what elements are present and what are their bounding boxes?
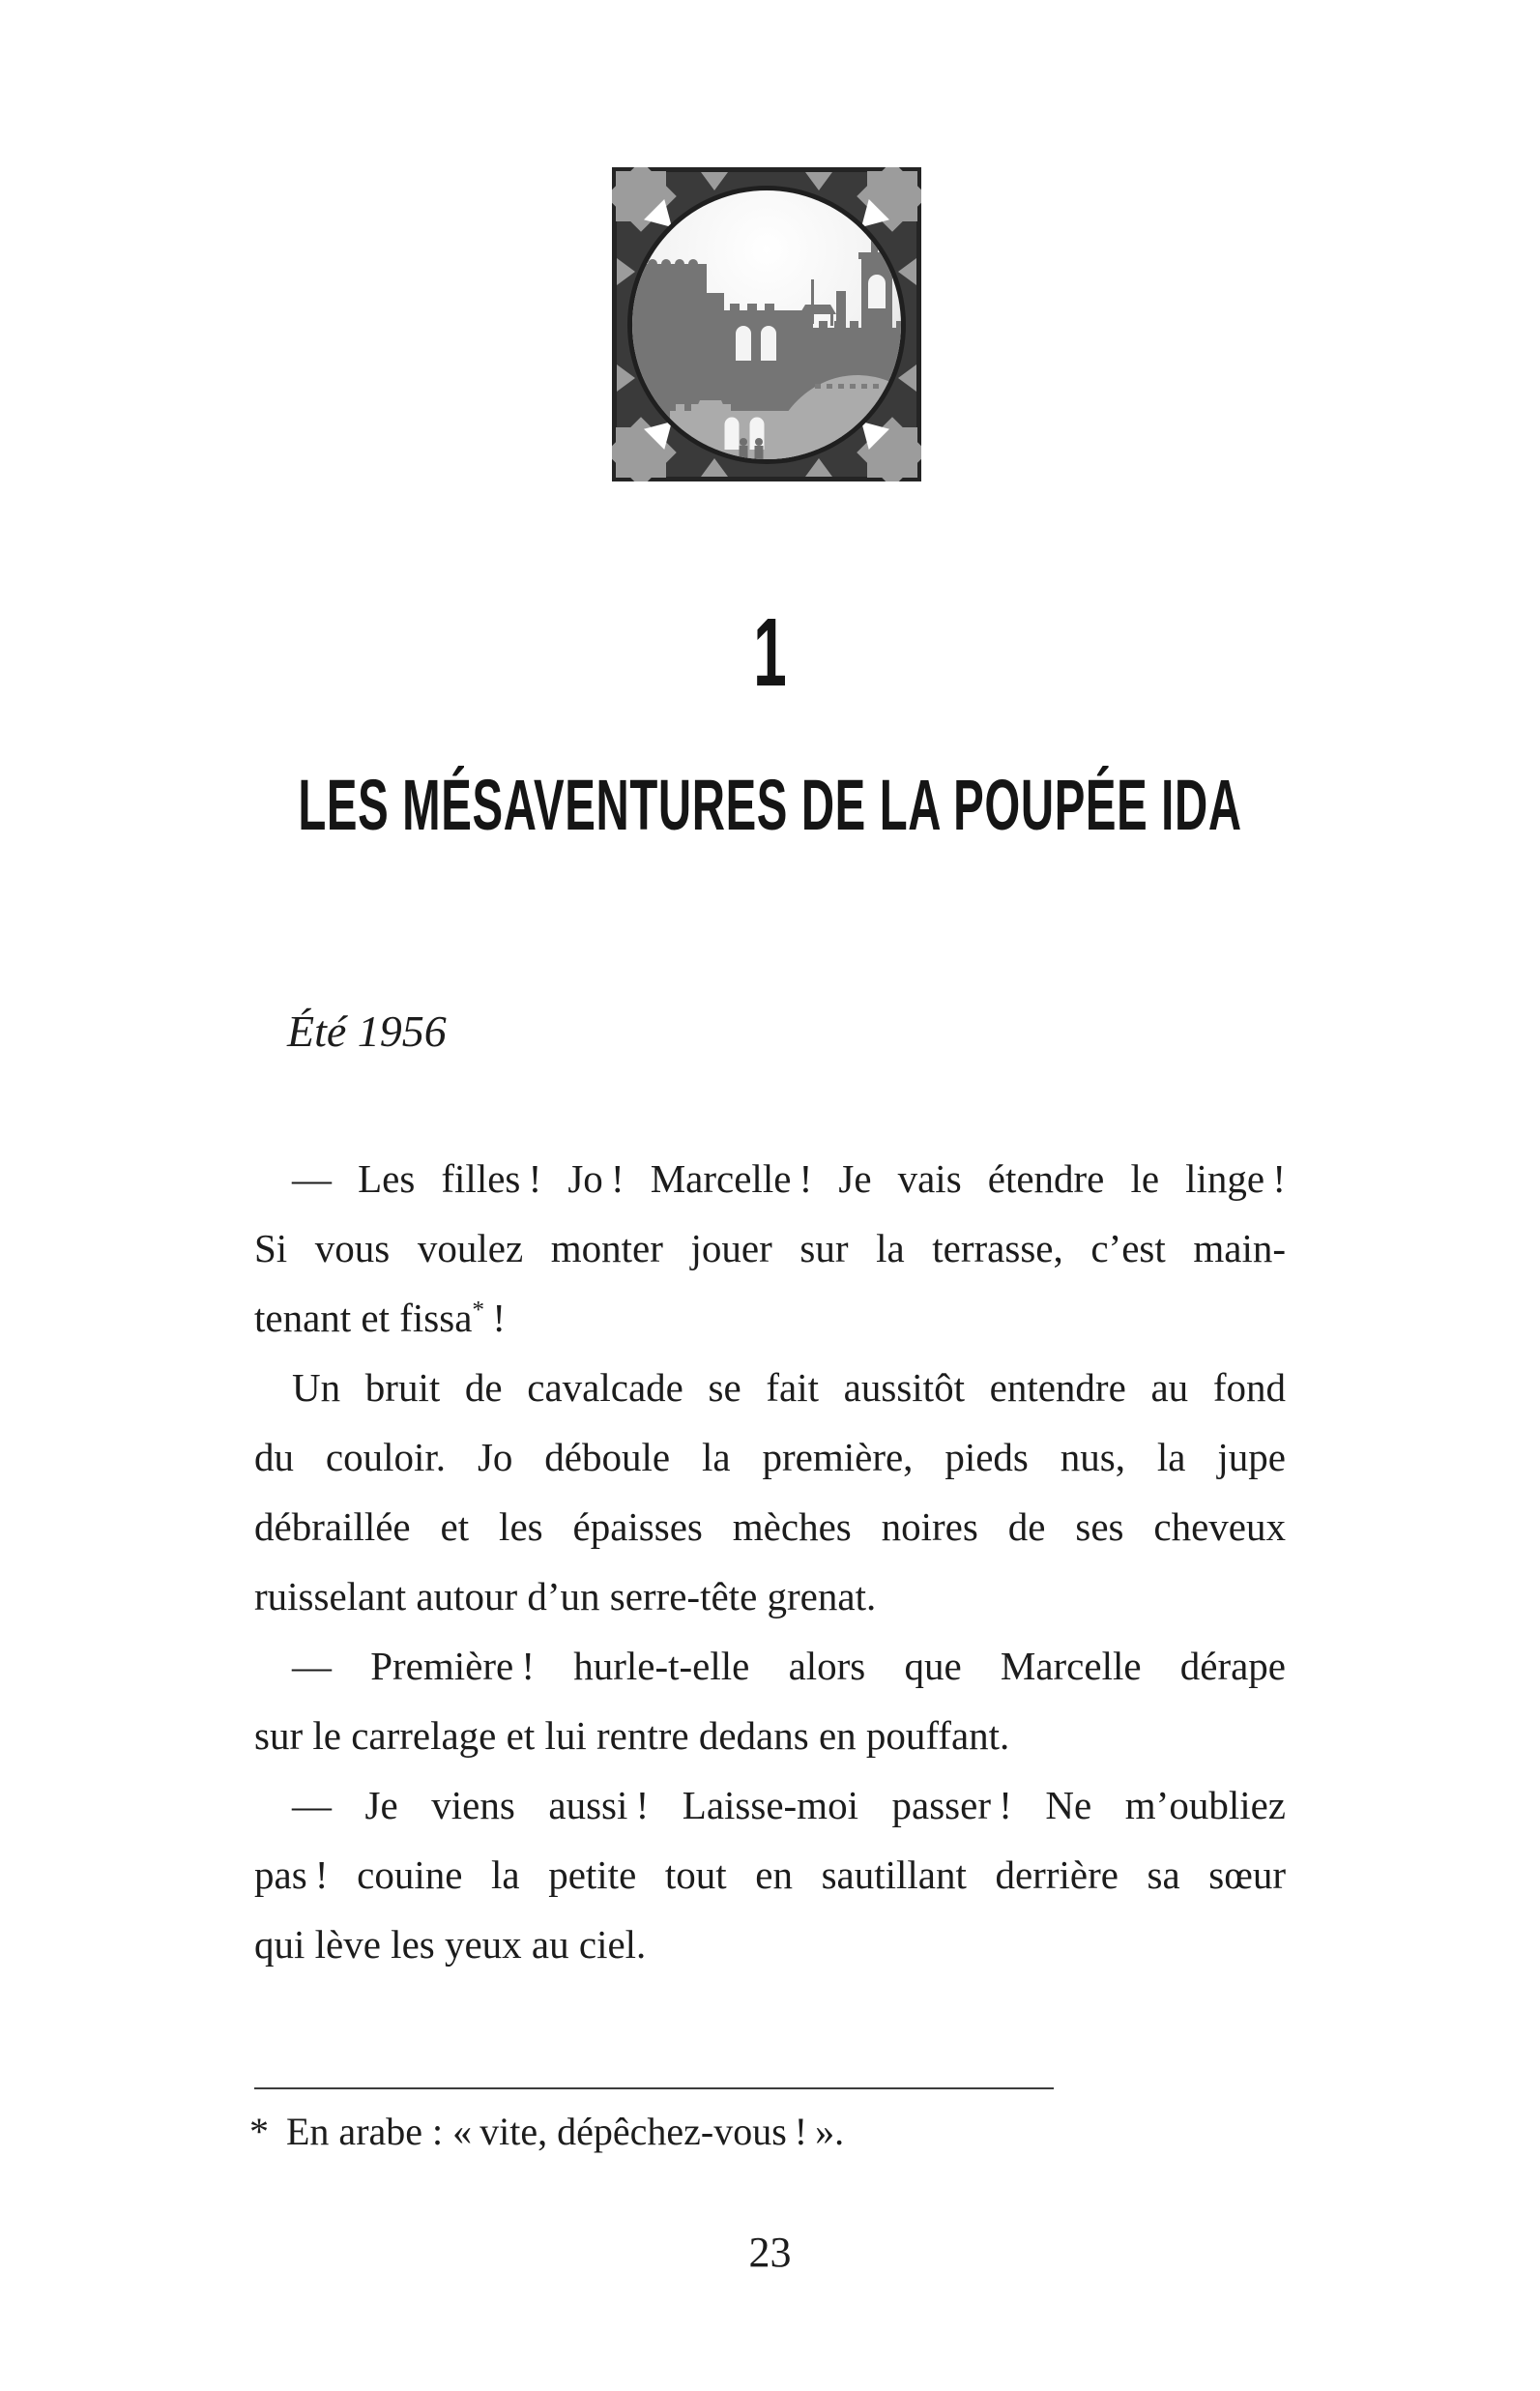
chapter-title: LES MÉSAVENTURES DE LA POUPÉE IDA xyxy=(298,765,1242,845)
footnote-reference: * xyxy=(472,1296,485,1324)
body-line-text: tenant et fissa xyxy=(254,1296,473,1340)
page-number: 23 xyxy=(748,2229,792,2276)
city-skyline-vignette xyxy=(612,167,921,481)
body-text xyxy=(254,1144,1286,1979)
body-line: débraillée et les épaisses mèches noires de ses cheveux xyxy=(254,1504,1286,1549)
footnote-marker: * xyxy=(249,2110,269,2153)
body-line: — Première ! hurle-t-elle alors que Marcelle dérape xyxy=(292,1644,1286,1688)
body-line-text: ! xyxy=(484,1296,506,1340)
body-line: sur le carrelage et lui rentre dedans en pouffant. xyxy=(254,1713,1010,1758)
body-line: Un bruit de cavalcade se fait aussitôt entendre au fond xyxy=(292,1365,1286,1410)
chapter-number: 1 xyxy=(753,598,787,707)
body-line: — Les filles ! Jo ! Marcelle ! Je vais étendre le linge ! xyxy=(292,1156,1286,1201)
footnote-separator xyxy=(254,2087,1054,2089)
body-line: du couloir. Jo déboule la première, pieds nus, la jupe xyxy=(254,1435,1286,1479)
date-line: Été 1956 xyxy=(287,1006,447,1056)
footnote-text: En arabe : « vite, dépêchez-vous ! ». xyxy=(286,2110,845,2153)
body-line: — Je viens aussi ! Laisse-moi passer ! Ne m’oubliez xyxy=(292,1783,1286,1827)
body-line xyxy=(254,1283,1286,1353)
body-line: pas ! couine la petite tout en sautillant derrière sa sœur xyxy=(254,1852,1286,1897)
footnote xyxy=(249,2110,1281,2154)
body-line: ruisselant autour d’un serre-tête grenat. xyxy=(254,1574,877,1618)
body-line: Si vous voulez monter jouer sur la terrasse, c’est main- xyxy=(254,1226,1286,1270)
body-line: qui lève les yeux au ciel. xyxy=(254,1922,647,1967)
